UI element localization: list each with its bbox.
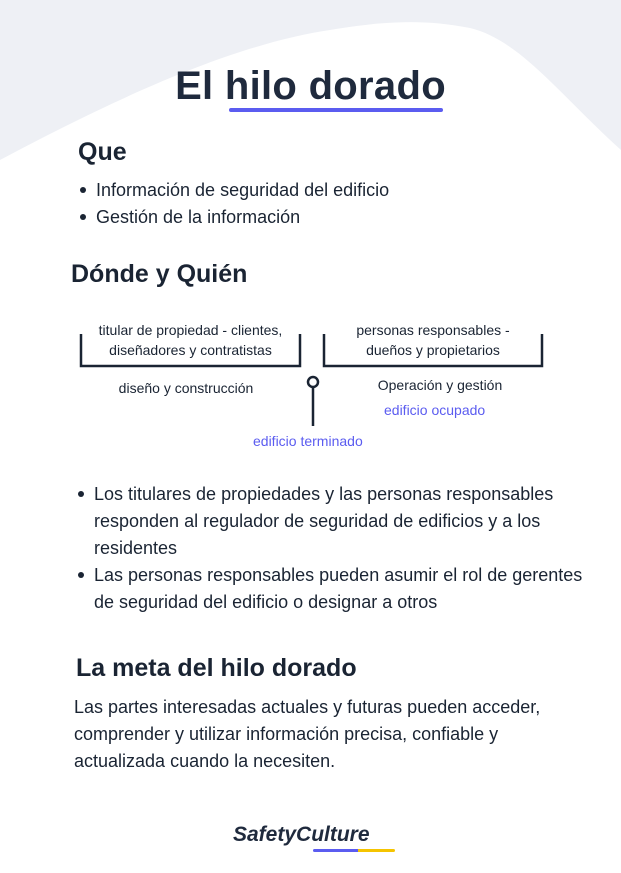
safetyculture-logo: SafetyCulture bbox=[233, 823, 370, 846]
list-item: Las personas responsables pueden asumir el rol de gerentes de seguridad del edificio o designar a otros bbox=[76, 562, 586, 616]
list-item: Información de seguridad del edificio bbox=[78, 177, 389, 204]
timeline-node bbox=[308, 377, 318, 387]
page-title: El hilo dorado bbox=[175, 64, 446, 108]
section-heading-meta: La meta del hilo dorado bbox=[76, 654, 357, 682]
right-phase-label: Operación y gestión bbox=[377, 377, 503, 393]
list-item: Gestión de la información bbox=[78, 204, 389, 231]
milestone-completed: edificio terminado bbox=[253, 433, 363, 449]
right-bracket-label: personas responsables - dueños y propietarios bbox=[356, 322, 510, 358]
list-item: Los titulares de propiedades y las personas responsables responden al regulador de seguridad de edificios y a los residentes bbox=[76, 481, 586, 562]
milestone-occupied: edificio ocupado bbox=[384, 402, 486, 418]
logo-underline bbox=[313, 849, 395, 852]
left-bracket-label: titular de propiedad - clientes, diseñadores y contratistas bbox=[98, 322, 283, 358]
section-heading-donde-quien: Dónde y Quién bbox=[71, 260, 248, 288]
meta-body: Las partes interesadas actuales y futuras pueden acceder, comprender y utilizar información precisa, confiable y actualizada cuando la necesiten. bbox=[74, 697, 541, 771]
left-phase-label: diseño y construcción bbox=[118, 380, 254, 396]
donde-quien-list bbox=[76, 481, 586, 616]
section-heading-que: Que bbox=[78, 138, 127, 166]
